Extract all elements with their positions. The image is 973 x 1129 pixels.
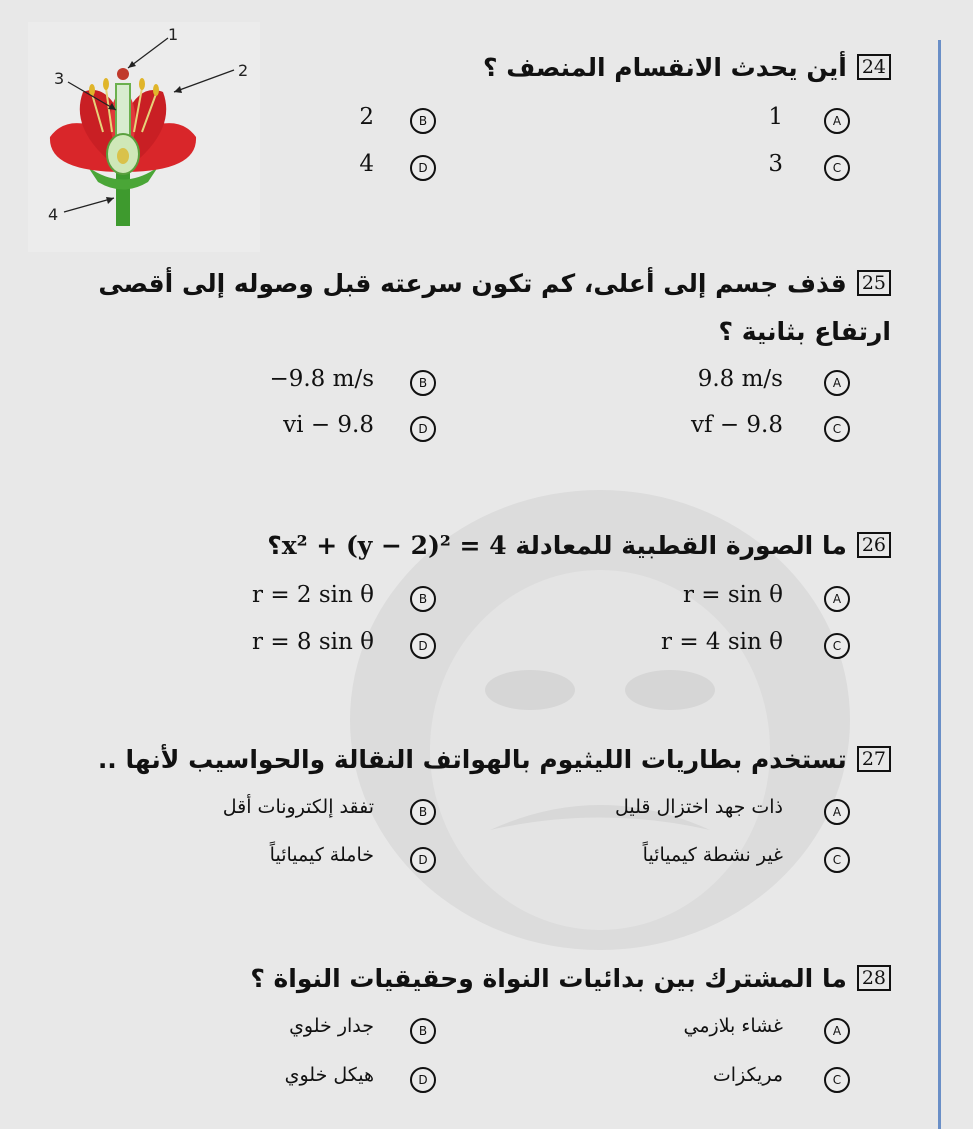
option-d-text: خاملة كيميائياً: [269, 844, 374, 866]
question-text: تستخدم بطاريات الليثيوم بالهواتف النقالة والحواسيب لأنها ..: [97, 745, 847, 774]
question-number: 28: [857, 965, 891, 991]
option-b-badge[interactable]: B: [410, 586, 436, 612]
option-a-badge[interactable]: A: [824, 1018, 850, 1044]
option-b-text: −9.8 m/s: [269, 366, 374, 392]
question-28: [250, 955, 891, 1003]
option-c-text: مريكزات: [712, 1064, 783, 1086]
option-b-text: جدار خلوي: [289, 1015, 374, 1037]
option-c-badge[interactable]: C: [824, 847, 850, 873]
question-number: 25: [857, 270, 891, 296]
option-a-text: 1: [768, 104, 783, 130]
option-c-text: r = 4 sin θ: [661, 629, 783, 655]
option-a-badge[interactable]: A: [824, 799, 850, 825]
option-a-badge[interactable]: A: [824, 370, 850, 396]
option-c-badge[interactable]: C: [824, 1067, 850, 1093]
option-a-text: ذات جهد اختزال قليل: [614, 796, 783, 818]
question-number: 26: [857, 532, 891, 558]
option-c-text: vf − 9.8: [691, 412, 783, 438]
option-a-badge[interactable]: A: [824, 586, 850, 612]
option-d-badge[interactable]: D: [410, 1067, 436, 1093]
question-24: [483, 44, 891, 92]
option-b-text: r = 2 sin θ: [252, 582, 374, 608]
question-text: ما الصورة القطبية للمعادلة: [515, 531, 847, 560]
equation: x² + (y − 2)² = 4: [281, 531, 507, 560]
right-margin-line: [938, 40, 941, 1129]
question-25: [98, 260, 891, 356]
flower-diagram: [28, 22, 260, 252]
option-d-badge[interactable]: D: [410, 633, 436, 659]
option-d-text: 4: [359, 151, 374, 177]
label-3: 3: [54, 69, 65, 88]
question-text: ما المشترك بين بدائيات النواة وحقيقيات النواة ؟: [250, 964, 847, 993]
option-a-text: r = sin θ: [682, 582, 783, 608]
option-a-text: غشاء بلازمي: [683, 1015, 783, 1037]
option-b-text: 2: [359, 104, 374, 130]
label-2: 2: [238, 61, 249, 80]
question-text-line2: ارتفاع بثانية ؟: [718, 317, 891, 346]
option-b-text: تفقد إلكترونات أقل: [222, 796, 374, 818]
option-b-badge[interactable]: B: [410, 108, 436, 134]
label-4: 4: [48, 205, 59, 224]
option-d-text: vi − 9.8: [283, 412, 374, 438]
option-c-badge[interactable]: C: [824, 155, 850, 181]
option-a-text: 9.8 m/s: [697, 366, 783, 392]
option-b-badge[interactable]: B: [410, 1018, 436, 1044]
option-d-badge[interactable]: D: [410, 847, 436, 873]
question-number: 24: [857, 54, 891, 80]
question-26: [267, 522, 891, 570]
option-d-badge[interactable]: D: [410, 416, 436, 442]
option-d-badge[interactable]: D: [410, 155, 436, 181]
option-b-badge[interactable]: B: [410, 370, 436, 396]
question-number: 27: [857, 746, 891, 772]
option-c-badge[interactable]: C: [824, 416, 850, 442]
option-c-text: 3: [768, 151, 783, 177]
label-1: 1: [168, 25, 179, 44]
option-c-text: غير نشطة كيميائياً: [642, 844, 783, 866]
question-text-line1: قذف جسم إلى أعلى، كم تكون سرعته قبل وصوله إلى أقصى: [98, 269, 847, 298]
question-text: أين يحدث الانقسام المنصف ؟: [483, 53, 847, 82]
option-d-text: r = 8 sin θ: [252, 629, 374, 655]
option-c-badge[interactable]: C: [824, 633, 850, 659]
option-b-badge[interactable]: B: [410, 799, 436, 825]
question-mark: ؟: [267, 531, 282, 560]
question-27: [98, 736, 891, 784]
option-a-badge[interactable]: A: [824, 108, 850, 134]
option-d-text: هيكل خلوي: [284, 1064, 374, 1086]
